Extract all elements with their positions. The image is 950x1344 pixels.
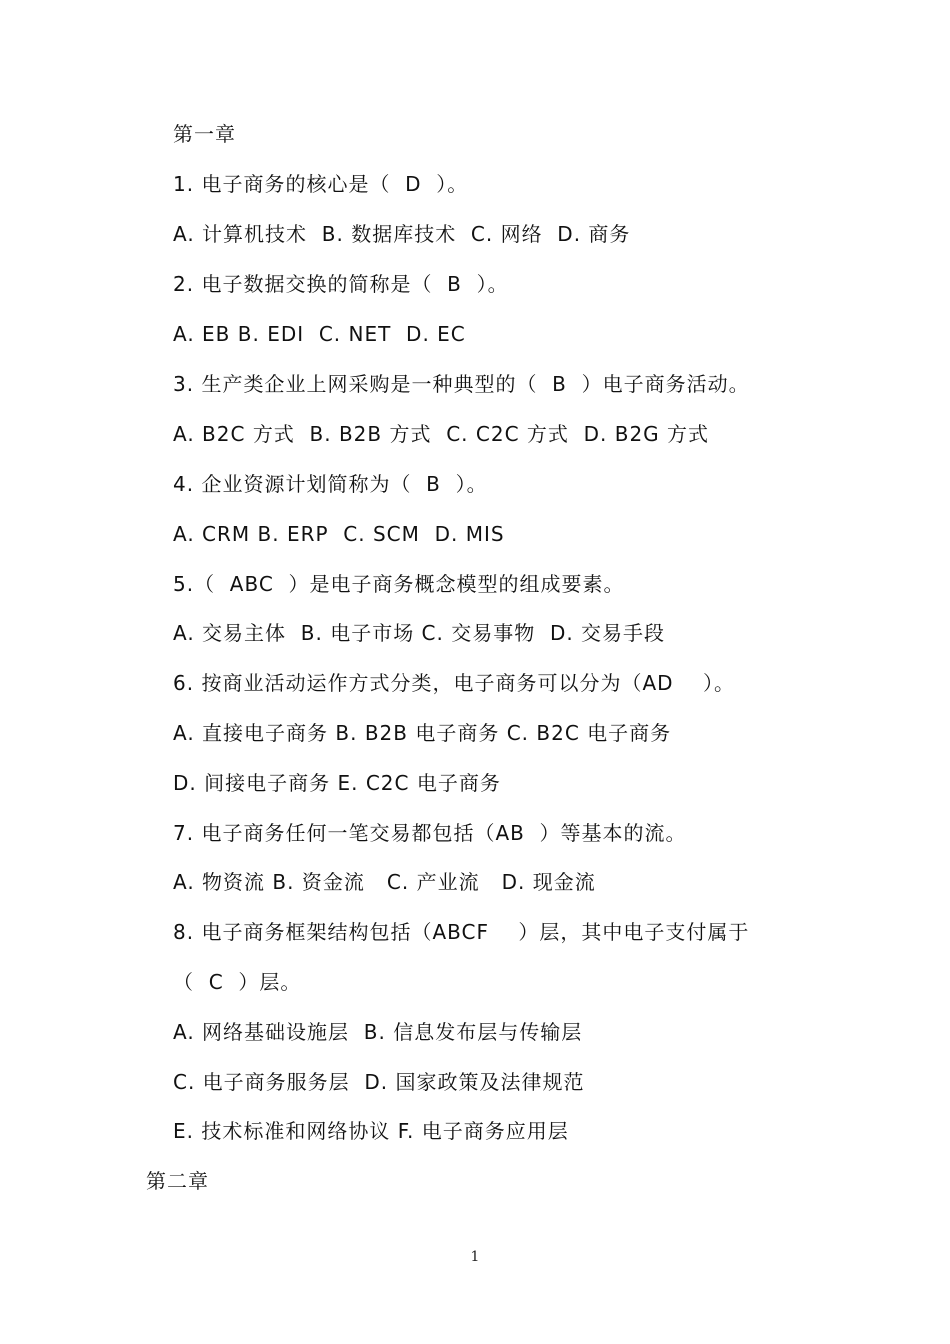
options-8a: A. 网络基础设施层 B. 信息发布层与传输层 (173, 1020, 583, 1044)
options-8c: E. 技术标准和网络协议 F. 电子商务应用层 (173, 1119, 569, 1143)
question-4: 4. 企业资源计划简称为（ B ）。 (173, 472, 488, 496)
question-3: 3. 生产类企业上网采购是一种典型的（ B ）电子商务活动。 (173, 372, 750, 396)
question-1: 1. 电子商务的核心是（ D ）。 (173, 172, 469, 196)
question-5: 5.（ ABC ）是电子商务概念模型的组成要素。 (173, 572, 625, 596)
question-6: 6. 按商业活动运作方式分类，电子商务可以分为（AD ）。 (173, 671, 735, 695)
options-5: A. 交易主体 B. 电子市场 C. 交易事物 D. 交易手段 (173, 621, 666, 645)
options-1: A. 计算机技术 B. 数据库技术 C. 网络 D. 商务 (173, 222, 631, 246)
options-8b: C. 电子商务服务层 D. 国家政策及法律规范 (173, 1070, 585, 1094)
options-3: A. B2C 方式 B. B2B 方式 C. C2C 方式 D. B2G 方式 (173, 422, 710, 446)
options-4: A. CRM B. ERP C. SCM D. MIS (173, 522, 505, 546)
question-8-continued: （ C ）层。 (173, 970, 302, 994)
question-7: 7. 电子商务任何一笔交易都包括（AB ）等基本的流。 (173, 821, 687, 845)
options-6b: D. 间接电子商务 E. C2C 电子商务 (173, 771, 501, 795)
options-6a: A. 直接电子商务 B. B2B 电子商务 C. B2C 电子商务 (173, 721, 672, 745)
options-2: A. EB B. EDI C. NET D. EC (173, 322, 466, 346)
question-2: 2. 电子数据交换的简称是（ B ）。 (173, 272, 509, 296)
chapter-heading: 第二章 (146, 1169, 209, 1193)
question-8: 8. 电子商务框架结构包括（ABCF ）层，其中电子支付属于 (173, 920, 750, 944)
options-7: A. 物资流 B. 资金流 C. 产业流 D. 现金流 (173, 870, 596, 894)
chapter-heading: 第一章 (173, 122, 236, 146)
page-number: 1 (470, 1249, 480, 1265)
